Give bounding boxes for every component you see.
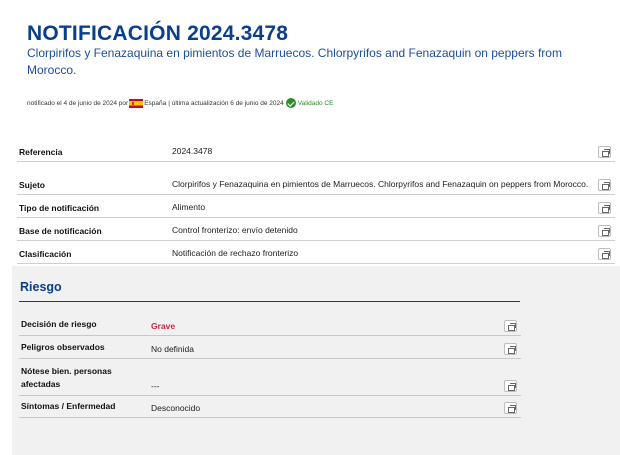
table-row [17,194,615,217]
page-subtitle: Clorpirifos y Fenazaquina en pimientos de Marruecos. Chlorpyrifos and Fenazaquin on peppers from Morocco. [27,46,562,77]
observed-hazards-value: No definida [149,335,499,358]
copy-icon[interactable] [504,380,517,392]
copy-icon[interactable] [598,179,611,191]
table-row [19,314,521,335]
notification-type-label: Tipo de notificación [17,194,170,217]
reference-label: Referencia [17,140,170,161]
spain-flag-icon [129,99,143,108]
section-divider [19,301,520,302]
affected-persons-value: --- [149,358,499,395]
copy-icon[interactable] [598,202,611,214]
country-name: España [144,99,167,107]
copy-icon[interactable] [598,146,611,158]
page-title: NOTIFICACIÓN 2024.3478 [27,22,289,45]
subject-label: Sujeto [17,161,170,194]
copy-icon[interactable] [504,402,517,414]
copy-icon[interactable] [504,343,517,355]
table-row [19,358,521,395]
table-row [17,161,615,194]
symptoms-label: Síntomas / Enfermedad [19,395,149,417]
notification-basis-value: Control fronterizo: envío detenido [170,217,593,240]
notification-details-table [17,140,615,264]
risk-decision-label: Decisión de riesgo [19,314,149,335]
table-row [19,395,521,417]
classification-value: Notificación de rechazo fronterizo [170,240,593,263]
reference-value: 2024.3478 [170,140,593,161]
notified-text: notificado el 4 de junio de 2024 por [27,99,129,107]
check-circle-icon [286,98,296,108]
classification-label: Clasificación [17,240,170,263]
risk-section-title: Riesgo [20,280,62,294]
risk-section [12,266,620,455]
notification-basis-label: Base de notificación [17,217,170,240]
table-row [19,335,521,358]
notification-type-value: Alimento [170,194,593,217]
risk-decision-value: Grave [149,314,499,335]
table-row [17,217,615,240]
risk-table [19,314,521,418]
updated-text: | última actualización 6 de junio de 2024 [168,99,284,107]
copy-icon[interactable] [598,225,611,237]
validated-badge: Validado CE [297,99,334,107]
observed-hazards-label: Peligros observados [19,335,149,358]
symptoms-value: Desconocido [149,395,499,417]
subject-value: Clorpirifos y Fenazaquina en pimientos de Marruecos. Chlorpyrifos and Fenazaquin on peppers from Morocco. [170,161,593,194]
copy-icon[interactable] [598,248,611,260]
copy-icon[interactable] [504,320,517,332]
table-row [17,240,615,263]
notification-meta [27,98,333,108]
affected-persons-label: Nótese bien. personas afectadas [19,358,149,395]
table-row [17,140,615,161]
